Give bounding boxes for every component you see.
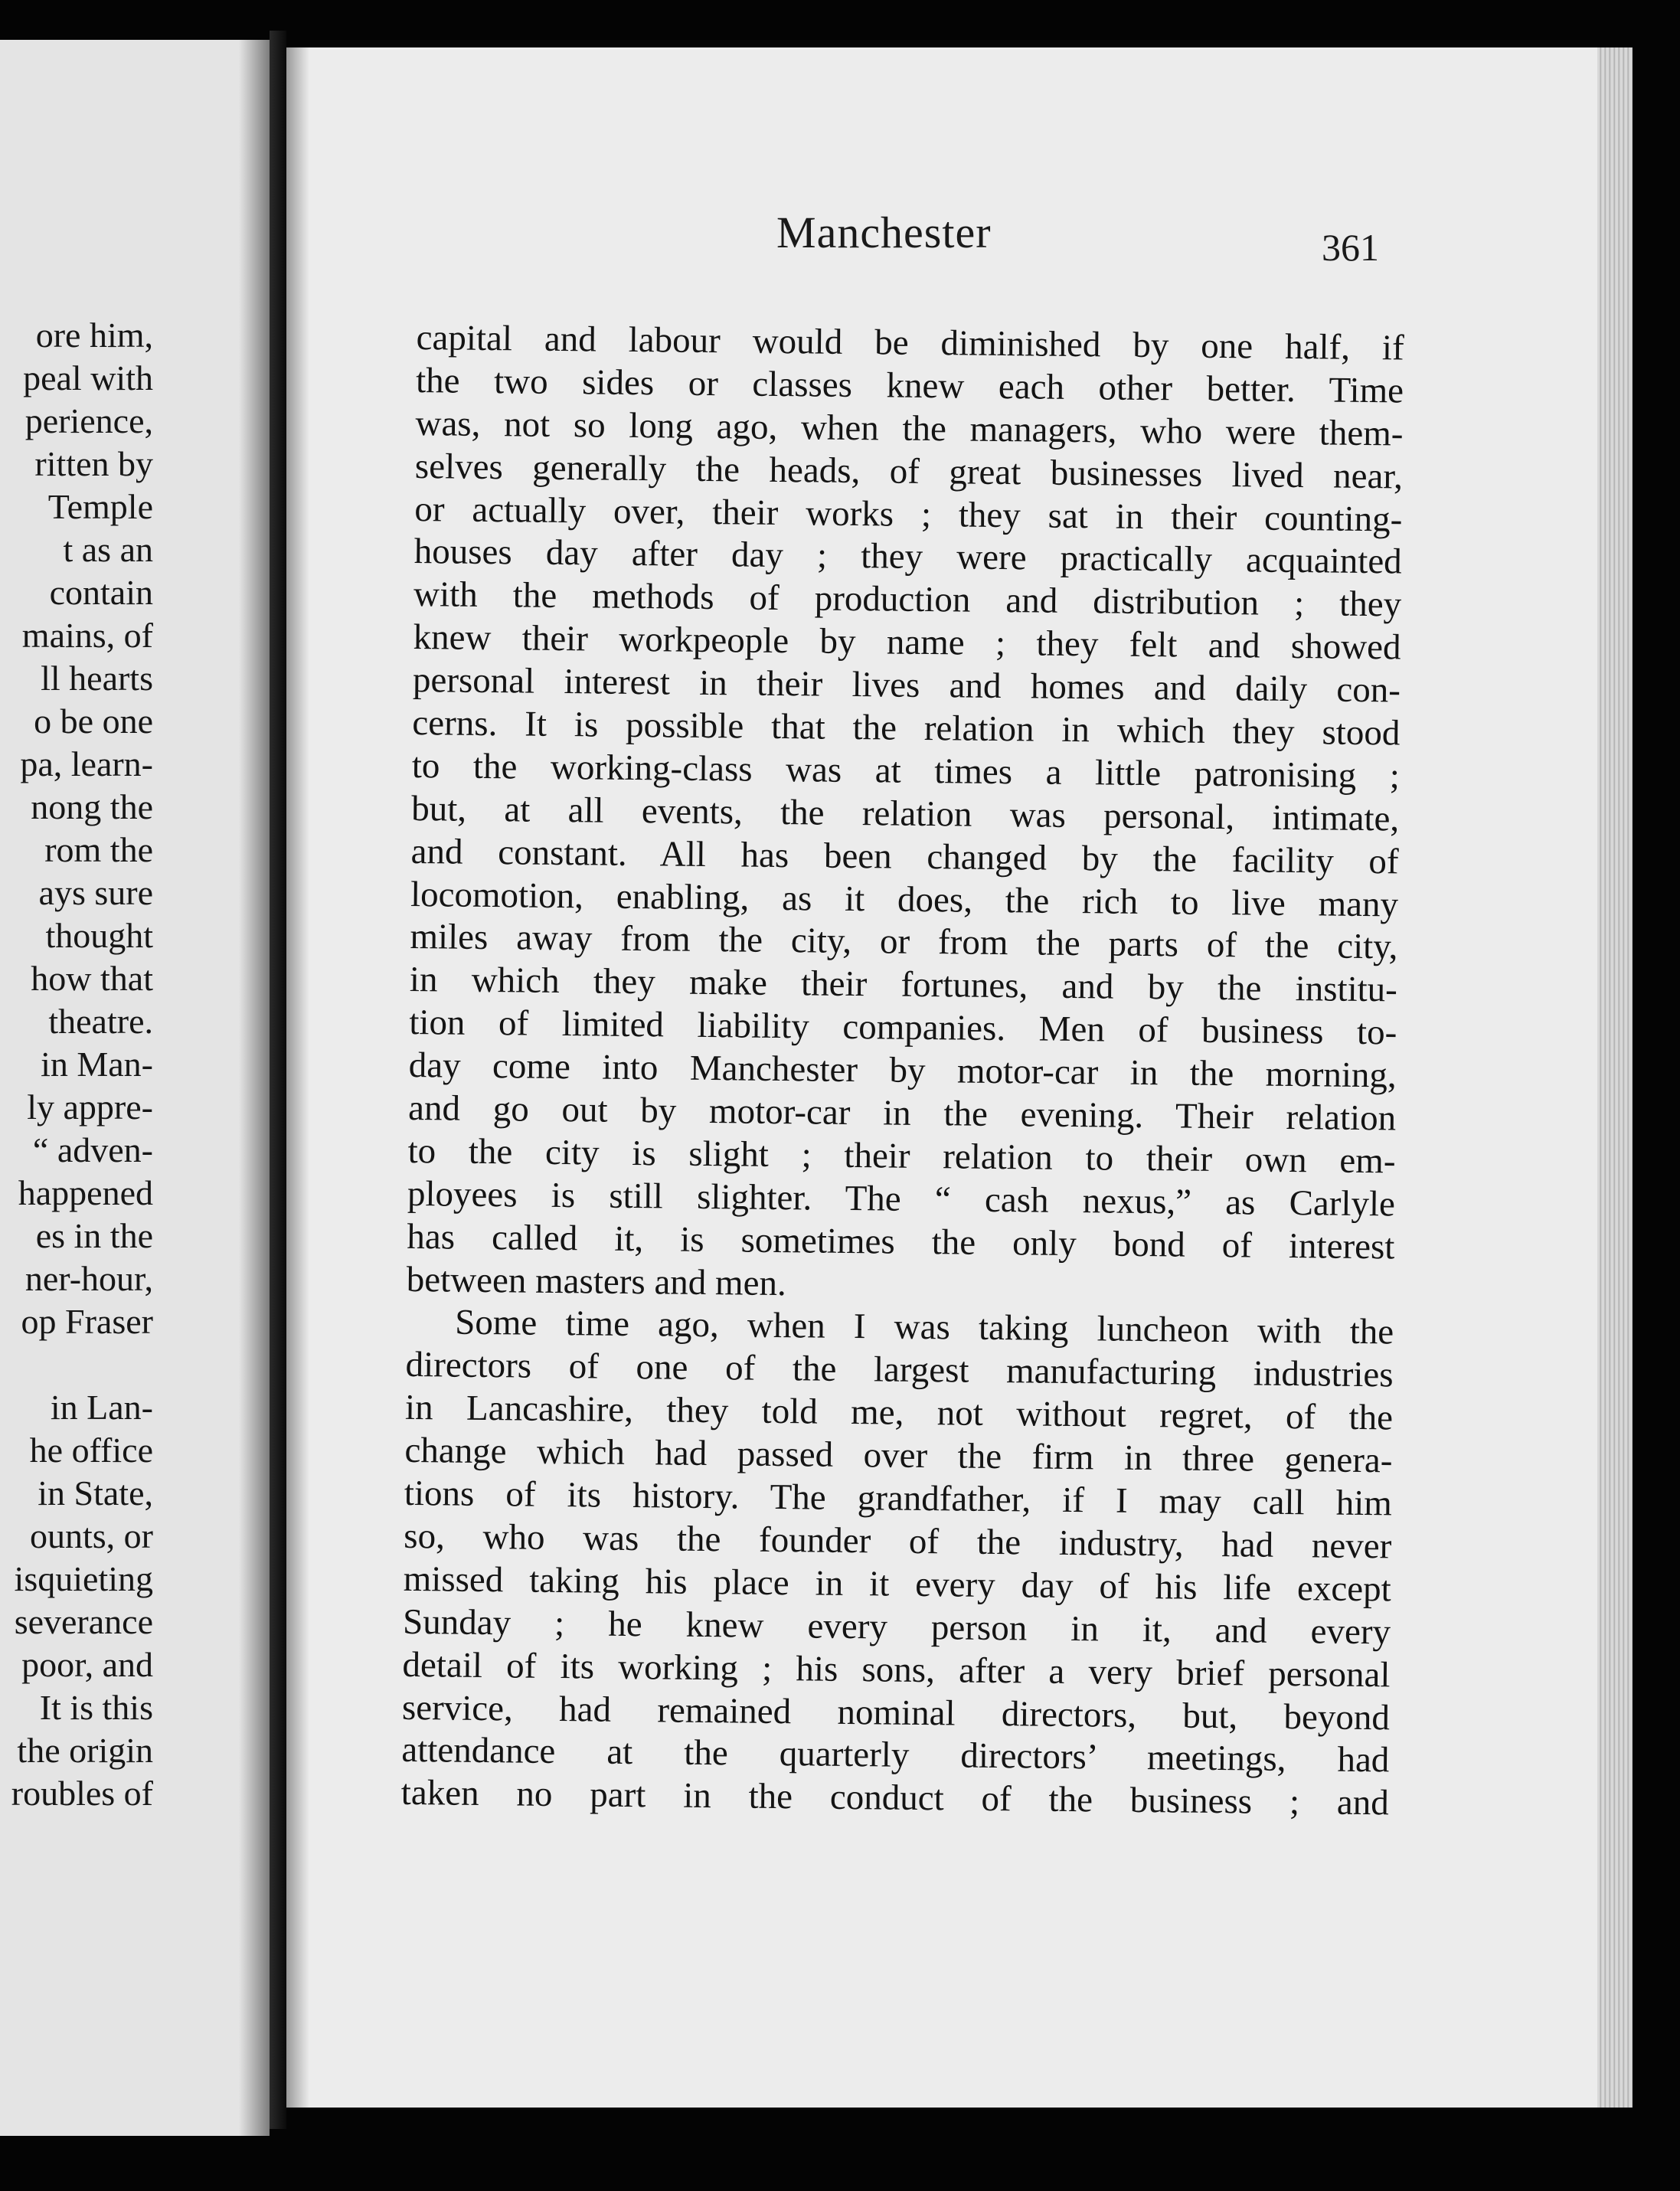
- text-line: and go out by motor-car in the evening. Their relation: [407, 1087, 1397, 1139]
- text-line: cerns. It is possible that the relation in which they stood: [412, 702, 1401, 754]
- text-line: miles away from the city, or from the parts of the city,: [410, 917, 1398, 967]
- left-line: in Lan-: [50, 1388, 153, 1427]
- text-line: detail of its working ; his sons, after a very brief personal: [402, 1644, 1391, 1696]
- text-line: or actually over, their works ; they sat in their counting-: [414, 489, 1403, 540]
- text-line: Sunday ; he knew every person in it, and every: [402, 1601, 1391, 1653]
- left-line-gap: [0, 1343, 153, 1386]
- left-line: op Fraser: [21, 1302, 153, 1341]
- text-line: knew their workpeople by name ; they felt and showed: [413, 617, 1401, 668]
- text-line: and constant. All has been changed by the facility of: [410, 831, 1399, 882]
- text-line: in which they make their fortunes, and by the institu-: [409, 960, 1398, 1010]
- left-line: roubles of: [11, 1774, 153, 1813]
- left-line: he office: [29, 1431, 153, 1470]
- text-line: with the methods of production and distribution ; they: [413, 574, 1402, 625]
- left-line: ly appre-: [27, 1087, 153, 1127]
- text-line: capital and labour would be diminished by one half, if: [416, 317, 1404, 368]
- text-line: locomotion, enabling, as it does, the rich to live many: [410, 874, 1399, 925]
- page-stack-edge: [1597, 47, 1633, 2108]
- text-line: in Lancashire, they told me, not without regret, of the: [404, 1388, 1394, 1438]
- left-line: theatre.: [48, 1002, 153, 1041]
- left-line: in State,: [38, 1473, 153, 1512]
- left-line: rom the: [44, 830, 153, 869]
- left-line: It is this: [39, 1688, 153, 1727]
- left-line: o be one: [34, 701, 153, 741]
- book-gutter: [270, 31, 286, 2129]
- text-line: so, who was the founder of the industry, had never: [404, 1516, 1392, 1567]
- text-line: day come into Manchester by motor-car in the morning,: [408, 1045, 1397, 1096]
- text-line: has called it, is sometimes the only bond of interest: [407, 1216, 1395, 1267]
- spine-shadow-right: [286, 47, 309, 2108]
- left-page-text: [0, 314, 153, 1815]
- text-line: the two sides or classes knew each other better. Time: [415, 360, 1404, 411]
- left-line: severance: [14, 1602, 153, 1641]
- paragraph-start-line: Some time ago, when I was taking luncheon with the: [454, 1303, 1394, 1352]
- left-line: ll hearts: [41, 659, 153, 698]
- left-line: ays sure: [38, 873, 153, 912]
- text-line: but, at all events, the relation was personal, intimate,: [411, 788, 1400, 839]
- text-line: was, not so long ago, when the managers, who were them-: [415, 403, 1404, 454]
- right-page: [286, 47, 1633, 2108]
- left-line: poor, and: [21, 1645, 153, 1684]
- scan-bottom-border: [0, 2136, 1680, 2191]
- left-line: isquieting: [14, 1559, 153, 1598]
- text-line: houses day after day ; they were practically acquainted: [413, 531, 1402, 582]
- text-line: service, had remained nominal directors, but, beyond: [401, 1687, 1391, 1738]
- left-line: happened: [18, 1173, 153, 1212]
- text-line: missed taking his place in it every day of his life except: [403, 1558, 1391, 1610]
- left-line: the origin: [17, 1731, 153, 1770]
- left-line: contain: [49, 573, 153, 612]
- left-line: pa, learn-: [20, 744, 153, 783]
- text-line: change which had passed over the firm in three genera-: [404, 1431, 1393, 1481]
- text-line: attendance at the quarterly directors’ meetings, had: [401, 1730, 1390, 1781]
- left-line: how that: [31, 959, 153, 998]
- text-line: directors of one of the largest manufacturing industries: [405, 1345, 1394, 1395]
- page-number: 361: [1322, 226, 1379, 269]
- left-line: ounts, or: [30, 1516, 153, 1555]
- left-line: Temple: [47, 487, 153, 526]
- text-line: to the city is slight ; their relation to their own em-: [407, 1130, 1396, 1182]
- left-line: peal with: [23, 358, 153, 397]
- left-line: nong the: [31, 787, 153, 826]
- text-line: selves generally the heads, of great businesses lived near,: [414, 446, 1404, 497]
- text-line: tion of limited liability companies. Men of business to-: [409, 1002, 1397, 1053]
- left-line: ner-hour,: [25, 1259, 153, 1298]
- text-line: taken no part in the conduct of the business ; and: [400, 1773, 1390, 1823]
- spine-shadow-left: [239, 40, 270, 2138]
- text-line: personal interest in their lives and homes and daily con-: [412, 660, 1401, 711]
- text-line: tions of its history. The grandfather, if I may call him: [404, 1473, 1393, 1524]
- text-line: ployees is still slighter. The “ cash nexus,” as Carlyle: [407, 1173, 1396, 1225]
- left-line: es in the: [35, 1216, 153, 1255]
- left-line: ritten by: [34, 444, 153, 483]
- text-line: to the working-class was at times a little patronising ;: [411, 745, 1401, 796]
- left-line: ore him,: [35, 316, 153, 355]
- left-line: in Man-: [41, 1045, 153, 1084]
- running-head: Manchester: [776, 208, 992, 257]
- left-line: t as an: [63, 530, 153, 569]
- left-line: “ adven-: [32, 1130, 153, 1169]
- left-facing-page: [0, 40, 270, 2138]
- paragraph-end-line: between masters and men.: [406, 1259, 787, 1303]
- body-text: [401, 317, 1404, 1826]
- left-line: perience,: [25, 401, 153, 440]
- left-line: mains, of: [21, 616, 153, 655]
- left-line: thought: [45, 916, 153, 955]
